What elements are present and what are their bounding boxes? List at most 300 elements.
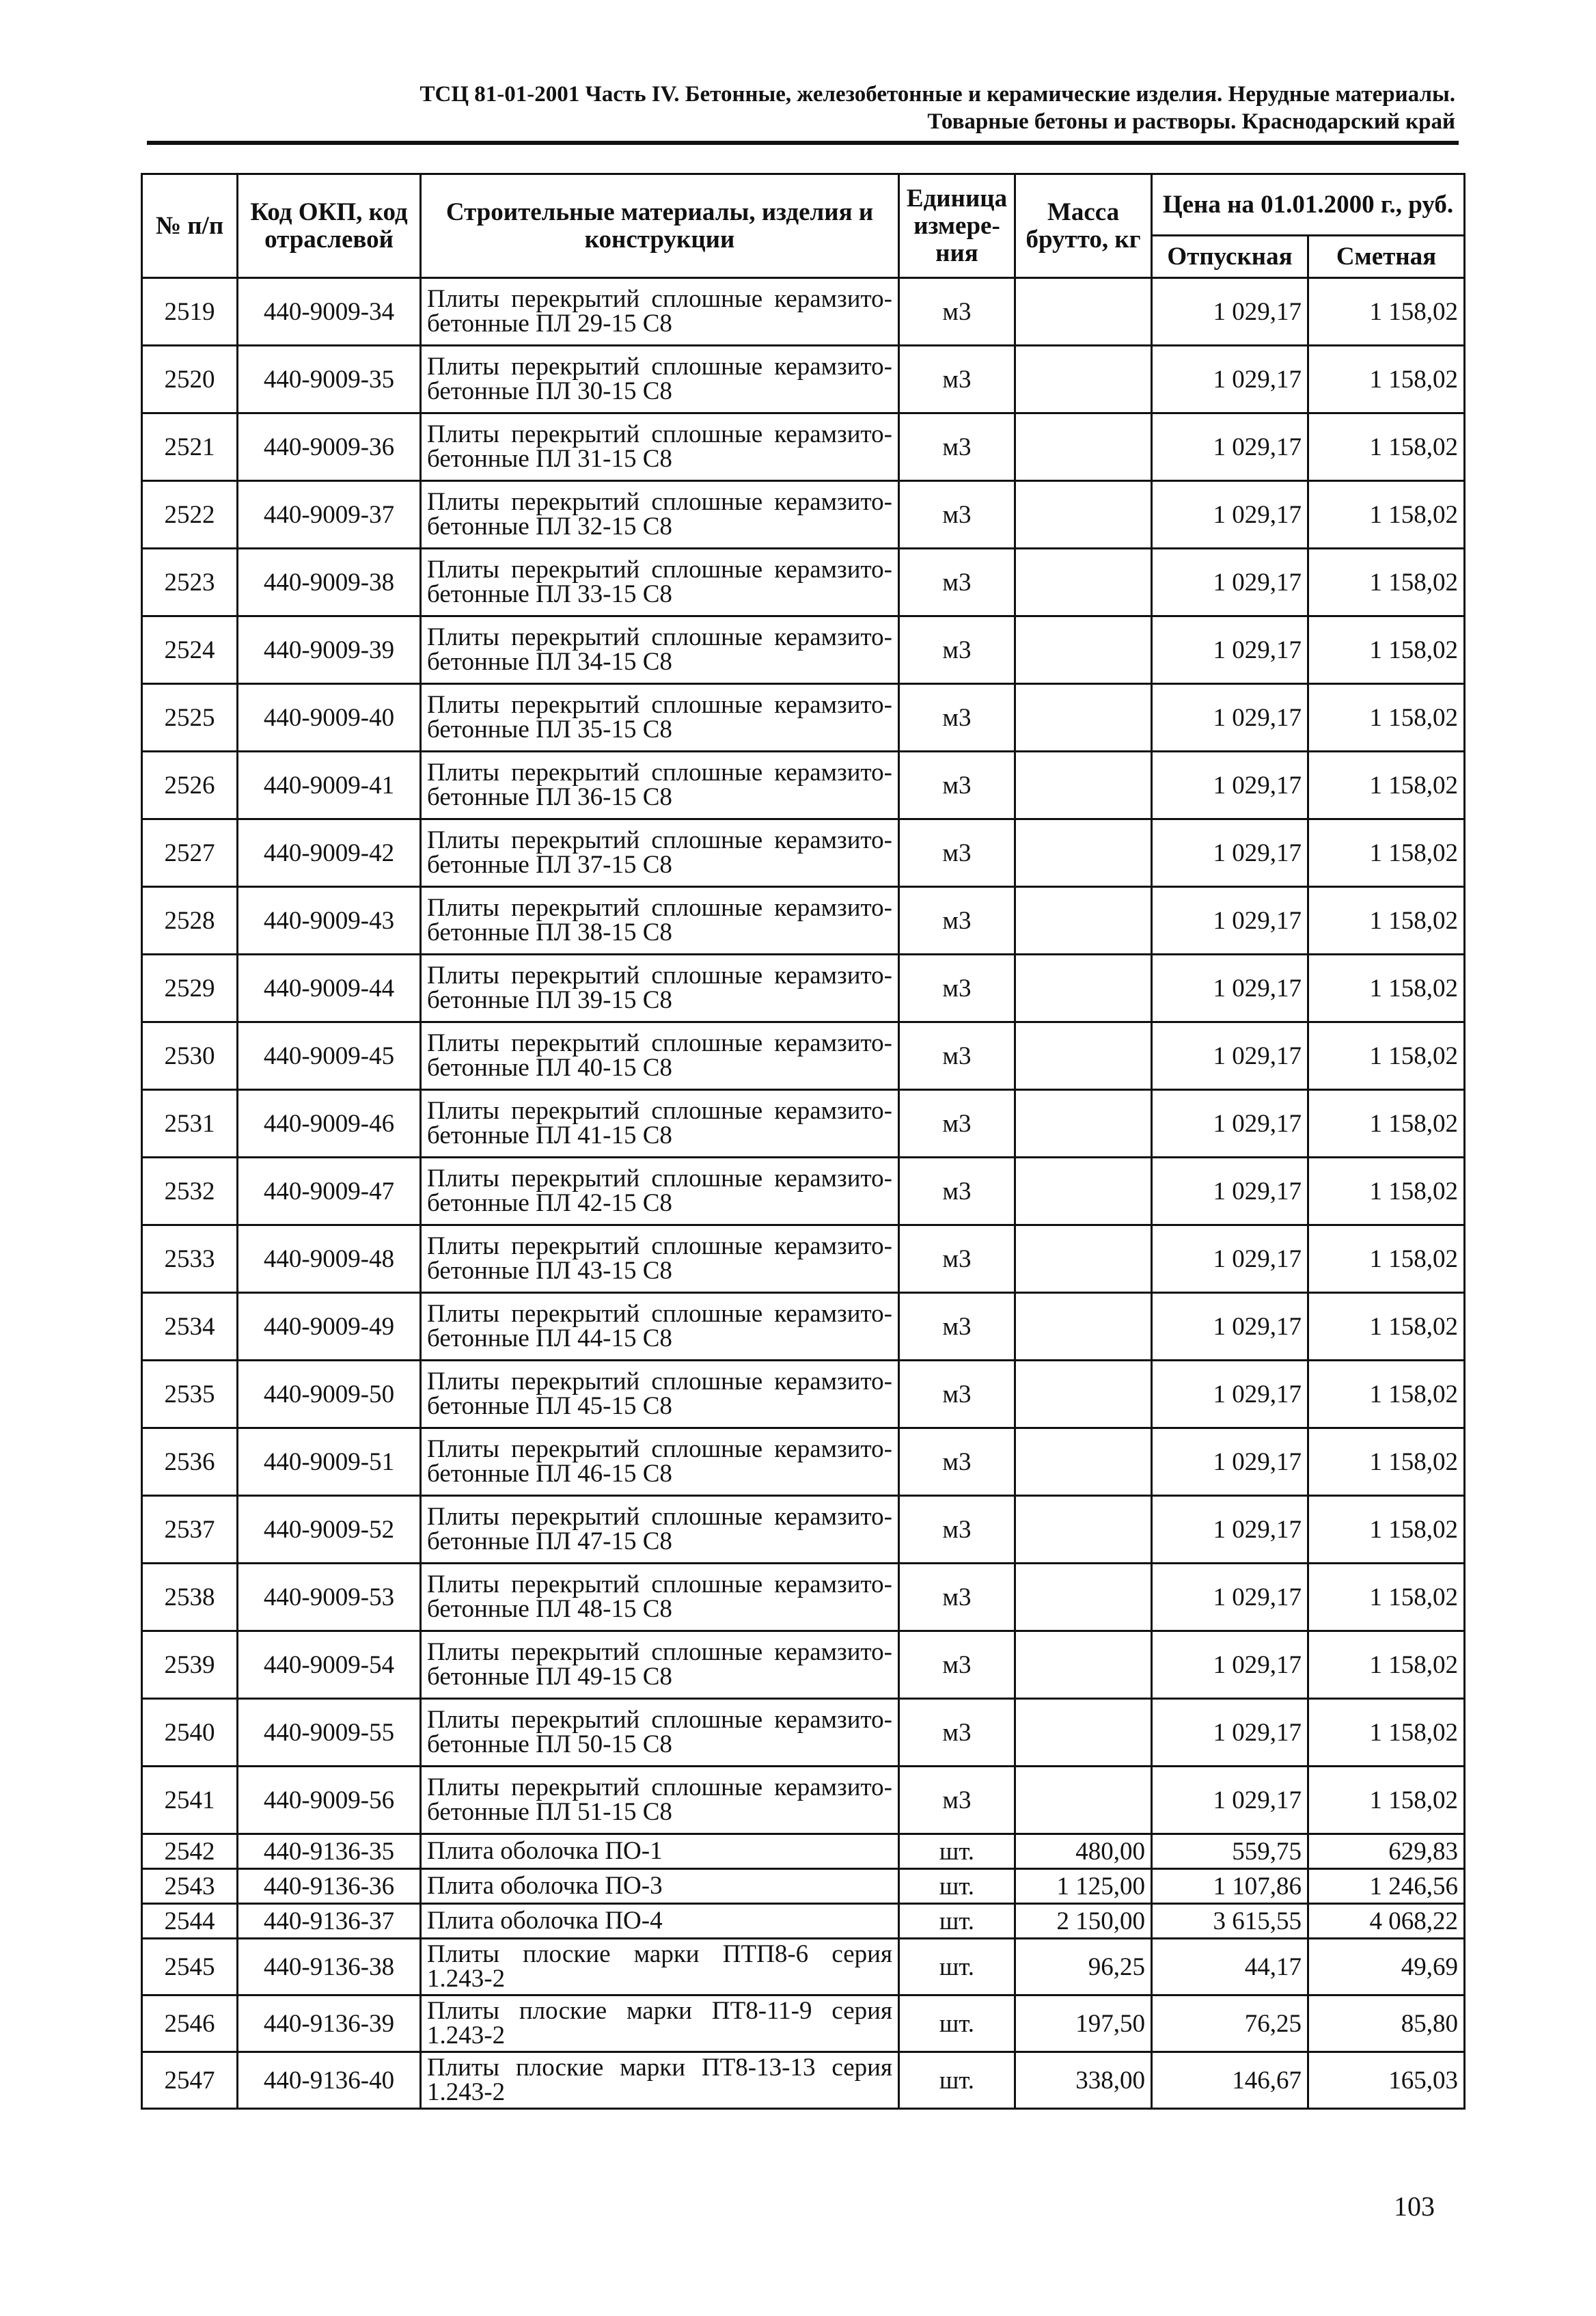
cell-code: 440-9009-44	[238, 955, 421, 1022]
cell-price-estimate: 1 158,02	[1308, 278, 1465, 346]
table-row	[142, 413, 1465, 481]
cell-name-line-2: бетонные ПЛ 34-15 С8	[427, 648, 672, 676]
cell-name	[421, 1699, 899, 1767]
cell-price-estimate: 1 246,56	[1308, 1869, 1465, 1904]
cell-name-line-2: бетонные ПЛ 45-15 С8	[427, 1392, 672, 1420]
cell-name-line-2: бетонные ПЛ 32-15 С8	[427, 513, 672, 541]
table-row	[142, 1158, 1465, 1225]
cell-num: 2527	[142, 819, 238, 887]
cell-unit: м3	[899, 278, 1015, 346]
cell-code: 440-9136-37	[238, 1904, 421, 1939]
cell-name-line-2: бетонные ПЛ 41-15 С8	[427, 1121, 672, 1149]
cell-price-release: 1 029,17	[1152, 684, 1308, 752]
cell-unit: м3	[899, 1496, 1015, 1564]
cell-num: 2531	[142, 1090, 238, 1158]
cell-mass: 1 125,00	[1015, 1869, 1152, 1904]
cell-price-release: 1 029,17	[1152, 1631, 1308, 1699]
cell-unit: м3	[899, 1293, 1015, 1361]
cell-unit: м3	[899, 346, 1015, 413]
cell-name-line-1: Плиты перекрытий сплошные керамзито-	[427, 353, 892, 381]
cell-price-release: 1 029,17	[1152, 413, 1308, 481]
table-row	[142, 1834, 1465, 1869]
cell-num: 2536	[142, 1428, 238, 1496]
cell-code: 440-9009-53	[238, 1564, 421, 1631]
table-row	[142, 819, 1465, 887]
cell-price-release: 1 029,17	[1152, 549, 1308, 616]
cell-name	[421, 1361, 899, 1428]
col-header-price-estimate: Сметная	[1308, 236, 1465, 278]
cell-name-line-1: Плита оболочка ПО-3	[427, 1872, 663, 1900]
cell-price-release: 1 029,17	[1152, 1158, 1308, 1225]
table-row	[142, 1904, 1465, 1939]
cell-price-release: 1 029,17	[1152, 1225, 1308, 1293]
cell-code: 440-9009-41	[238, 752, 421, 819]
cell-price-release: 3 615,55	[1152, 1904, 1308, 1939]
cell-price-release: 146,67	[1152, 2052, 1308, 2109]
table-row	[142, 684, 1465, 752]
cell-num: 2520	[142, 346, 238, 413]
cell-name-line-2: бетонные ПЛ 47-15 С8	[427, 1527, 672, 1555]
cell-name-line-1: Плиты перекрытий сплошные керамзито-	[427, 759, 892, 787]
cell-code: 440-9009-38	[238, 549, 421, 616]
cell-name-line-2: бетонные ПЛ 40-15 С8	[427, 1054, 672, 1082]
cell-mass	[1015, 752, 1152, 819]
cell-price-estimate: 1 158,02	[1308, 1225, 1465, 1293]
table-row	[142, 887, 1465, 955]
table-header	[142, 174, 1465, 278]
cell-name-line-1: Плиты перекрытий сплошные керамзито-	[427, 962, 892, 990]
cell-mass	[1015, 278, 1152, 346]
cell-unit: м3	[899, 616, 1015, 684]
table-row	[142, 1293, 1465, 1361]
cell-price-release: 44,17	[1152, 1939, 1308, 1995]
cell-mass	[1015, 1090, 1152, 1158]
cell-name-line-1: Плиты перекрытий сплошные керамзито-	[427, 894, 892, 922]
cell-name	[421, 278, 899, 346]
cell-mass: 480,00	[1015, 1834, 1152, 1869]
col-header-price-group: Цена на 01.01.2000 г., руб.	[1152, 174, 1465, 236]
cell-price-release: 1 029,17	[1152, 1361, 1308, 1428]
cell-price-estimate: 629,83	[1308, 1834, 1465, 1869]
table-row	[142, 1090, 1465, 1158]
cell-price-release: 1 029,17	[1152, 1090, 1308, 1158]
cell-name	[421, 1834, 899, 1869]
cell-unit: м3	[899, 1022, 1015, 1090]
cell-mass: 197,50	[1015, 1995, 1152, 2052]
table-row	[142, 481, 1465, 549]
cell-unit: м3	[899, 481, 1015, 549]
cell-num: 2545	[142, 1939, 238, 1995]
cell-num: 2524	[142, 616, 238, 684]
cell-price-release: 1 029,17	[1152, 955, 1308, 1022]
table-row	[142, 752, 1465, 819]
cell-code: 440-9009-37	[238, 481, 421, 549]
cell-code: 440-9009-47	[238, 1158, 421, 1225]
cell-name-line-1: Плиты перекрытий сплошные керамзито-	[427, 1435, 892, 1463]
cell-price-estimate: 1 158,02	[1308, 549, 1465, 616]
cell-name-line-1: Плиты перекрытий сплошные керамзито-	[427, 1638, 892, 1666]
cell-num: 2543	[142, 1869, 238, 1904]
table-body	[142, 278, 1465, 2109]
cell-name	[421, 1939, 899, 1995]
cell-price-release: 1 029,17	[1152, 1022, 1308, 1090]
cell-price-release: 1 029,17	[1152, 278, 1308, 346]
col-header-code: Код ОКП, код отраслевой	[238, 174, 421, 278]
cell-price-estimate: 1 158,02	[1308, 1767, 1465, 1834]
cell-unit: м3	[899, 684, 1015, 752]
cell-code: 440-9136-36	[238, 1869, 421, 1904]
cell-name	[421, 1869, 899, 1904]
table-row	[142, 1631, 1465, 1699]
cell-code: 440-9009-43	[238, 887, 421, 955]
cell-num: 2522	[142, 481, 238, 549]
cell-name	[421, 1225, 899, 1293]
cell-num: 2539	[142, 1631, 238, 1699]
cell-num: 2532	[142, 1158, 238, 1225]
cell-code: 440-9009-54	[238, 1631, 421, 1699]
cell-name	[421, 887, 899, 955]
cell-name-line-1: Плиты перекрытий сплошные керамзито-	[427, 1029, 892, 1057]
cell-unit: м3	[899, 1361, 1015, 1428]
cell-unit: м3	[899, 752, 1015, 819]
cell-code: 440-9009-39	[238, 616, 421, 684]
cell-unit: м3	[899, 413, 1015, 481]
cell-mass	[1015, 1428, 1152, 1496]
cell-name-line-2: 1.243-2	[427, 1965, 506, 1993]
header-line-2: Товарные бетоны и растворы. Краснодарский край	[927, 109, 1455, 134]
cell-price-estimate: 1 158,02	[1308, 684, 1465, 752]
cell-num: 2535	[142, 1361, 238, 1428]
cell-name-line-1: Плита оболочка ПО-4	[427, 1907, 663, 1935]
cell-num: 2537	[142, 1496, 238, 1564]
table-row	[142, 1564, 1465, 1631]
cell-num: 2546	[142, 1995, 238, 2052]
page-number: 103	[1394, 2191, 1435, 2222]
cell-price-estimate: 1 158,02	[1308, 819, 1465, 887]
cell-mass	[1015, 1361, 1152, 1428]
cell-mass: 338,00	[1015, 2052, 1152, 2109]
table-row	[142, 2052, 1465, 2109]
table-row	[142, 549, 1465, 616]
cell-price-estimate: 1 158,02	[1308, 1496, 1465, 1564]
cell-name	[421, 1158, 899, 1225]
col-header-name: Строительные материалы, изделия и конструкции	[421, 174, 899, 278]
cell-name	[421, 752, 899, 819]
table-row	[142, 1869, 1465, 1904]
cell-price-estimate: 1 158,02	[1308, 1564, 1465, 1631]
cell-price-release: 1 029,17	[1152, 346, 1308, 413]
cell-name-line-1: Плиты перекрытий сплошные керамзито-	[427, 1570, 892, 1598]
cell-unit: м3	[899, 1631, 1015, 1699]
cell-code: 440-9009-40	[238, 684, 421, 752]
cell-num: 2540	[142, 1699, 238, 1767]
cell-price-estimate: 1 158,02	[1308, 481, 1465, 549]
cell-name	[421, 549, 899, 616]
cell-name-line-2: бетонные ПЛ 37-15 С8	[427, 851, 672, 879]
cell-price-estimate: 1 158,02	[1308, 1631, 1465, 1699]
cell-price-release: 76,25	[1152, 1995, 1308, 2052]
cell-unit: м3	[899, 1767, 1015, 1834]
cell-name	[421, 1995, 899, 2052]
cell-name-line-2: бетонные ПЛ 33-15 С8	[427, 580, 672, 608]
cell-name-line-2: бетонные ПЛ 51-15 С8	[427, 1798, 672, 1826]
cell-name	[421, 1090, 899, 1158]
cell-num: 2530	[142, 1022, 238, 1090]
cell-price-release: 559,75	[1152, 1834, 1308, 1869]
cell-name-line-1: Плиты перекрытий сплошные керамзито-	[427, 488, 892, 516]
cell-mass	[1015, 1564, 1152, 1631]
cell-name	[421, 346, 899, 413]
table-row	[142, 1428, 1465, 1496]
cell-num: 2534	[142, 1293, 238, 1361]
cell-name	[421, 481, 899, 549]
cell-name	[421, 819, 899, 887]
cell-name	[421, 1631, 899, 1699]
cell-name-line-1: Плиты перекрытий сплошные керамзито-	[427, 691, 892, 719]
cell-price-release: 1 029,17	[1152, 819, 1308, 887]
cell-price-estimate: 1 158,02	[1308, 616, 1465, 684]
table-row	[142, 1022, 1465, 1090]
cell-code: 440-9009-49	[238, 1293, 421, 1361]
cell-name	[421, 1293, 899, 1361]
cell-name-line-1: Плиты перекрытий сплошные керамзито-	[427, 826, 892, 854]
cell-code: 440-9009-46	[238, 1090, 421, 1158]
cell-price-estimate: 1 158,02	[1308, 887, 1465, 955]
cell-price-release: 1 029,17	[1152, 1428, 1308, 1496]
cell-price-estimate: 1 158,02	[1308, 346, 1465, 413]
cell-unit: м3	[899, 1564, 1015, 1631]
table-row	[142, 1995, 1465, 2052]
price-table	[141, 173, 1466, 2110]
cell-num: 2525	[142, 684, 238, 752]
cell-price-estimate: 1 158,02	[1308, 1293, 1465, 1361]
cell-num: 2547	[142, 2052, 238, 2109]
cell-name-line-2: бетонные ПЛ 29-15 С8	[427, 310, 672, 338]
cell-unit: шт.	[899, 1904, 1015, 1939]
cell-code: 440-9009-36	[238, 413, 421, 481]
page-header	[383, 81, 1455, 135]
cell-code: 440-9009-52	[238, 1496, 421, 1564]
cell-mass	[1015, 1293, 1152, 1361]
cell-mass	[1015, 481, 1152, 549]
cell-unit: шт.	[899, 1939, 1015, 1995]
cell-unit: м3	[899, 1428, 1015, 1496]
table-row	[142, 1496, 1465, 1564]
cell-name-line-2: бетонные ПЛ 44-15 С8	[427, 1324, 672, 1352]
cell-name-line-1: Плиты перекрытий сплошные керамзито-	[427, 420, 892, 448]
cell-mass	[1015, 413, 1152, 481]
cell-name	[421, 1904, 899, 1939]
table-row	[142, 278, 1465, 346]
header-line-1: ТСЦ 81-01-2001 Часть IV. Бетонные, железобетонные и керамические изделия. Нерудные материалы.	[419, 82, 1455, 107]
cell-name-line-2: бетонные ПЛ 30-15 С8	[427, 377, 672, 405]
cell-name-line-1: Плиты перекрытий сплошные керамзито-	[427, 1097, 892, 1125]
cell-name-line-2: бетонные ПЛ 46-15 С8	[427, 1460, 672, 1488]
cell-price-release: 1 029,17	[1152, 1767, 1308, 1834]
cell-mass	[1015, 1767, 1152, 1834]
cell-mass	[1015, 1699, 1152, 1767]
cell-code: 440-9009-48	[238, 1225, 421, 1293]
cell-price-release: 1 029,17	[1152, 1293, 1308, 1361]
cell-num: 2526	[142, 752, 238, 819]
cell-price-release: 1 107,86	[1152, 1869, 1308, 1904]
cell-name	[421, 1496, 899, 1564]
cell-name-line-1: Плиты перекрытий сплошные керамзито-	[427, 1706, 892, 1734]
cell-name-line-2: бетонные ПЛ 43-15 С8	[427, 1257, 672, 1285]
cell-mass	[1015, 1225, 1152, 1293]
cell-price-release: 1 029,17	[1152, 616, 1308, 684]
cell-mass	[1015, 955, 1152, 1022]
cell-name-line-2: бетонные ПЛ 42-15 С8	[427, 1189, 672, 1217]
cell-price-estimate: 1 158,02	[1308, 1428, 1465, 1496]
col-header-price-release: Отпускная	[1152, 236, 1308, 278]
cell-price-estimate: 1 158,02	[1308, 1158, 1465, 1225]
cell-name	[421, 1428, 899, 1496]
cell-num: 2541	[142, 1767, 238, 1834]
table-row	[142, 1361, 1465, 1428]
cell-unit: м3	[899, 1699, 1015, 1767]
cell-name-line-2: бетонные ПЛ 39-15 С8	[427, 986, 672, 1014]
cell-unit: м3	[899, 1090, 1015, 1158]
cell-code: 440-9136-35	[238, 1834, 421, 1869]
cell-mass	[1015, 346, 1152, 413]
cell-code: 440-9009-42	[238, 819, 421, 887]
table-row	[142, 1939, 1465, 1995]
cell-mass	[1015, 549, 1152, 616]
cell-num: 2523	[142, 549, 238, 616]
cell-price-estimate: 1 158,02	[1308, 752, 1465, 819]
cell-code: 440-9009-35	[238, 346, 421, 413]
cell-name-line-2: бетонные ПЛ 36-15 С8	[427, 783, 672, 811]
cell-num: 2529	[142, 955, 238, 1022]
header-rule	[147, 141, 1459, 145]
cell-name	[421, 955, 899, 1022]
cell-price-estimate: 1 158,02	[1308, 955, 1465, 1022]
cell-num: 2544	[142, 1904, 238, 1939]
cell-mass	[1015, 1158, 1152, 1225]
cell-name-line-1: Плиты перекрытий сплошные керамзито-	[427, 1300, 892, 1328]
cell-name	[421, 684, 899, 752]
cell-unit: м3	[899, 955, 1015, 1022]
cell-mass	[1015, 1022, 1152, 1090]
cell-name-line-2: бетонные ПЛ 35-15 С8	[427, 716, 672, 744]
cell-name-line-2: бетонные ПЛ 31-15 С8	[427, 445, 672, 473]
cell-name-line-2: 1.243-2	[427, 2021, 506, 2049]
cell-price-estimate: 1 158,02	[1308, 1361, 1465, 1428]
cell-price-estimate: 49,69	[1308, 1939, 1465, 1995]
cell-name	[421, 1564, 899, 1631]
cell-price-estimate: 1 158,02	[1308, 413, 1465, 481]
cell-name-line-2: бетонные ПЛ 38-15 С8	[427, 918, 672, 946]
cell-unit: шт.	[899, 2052, 1015, 2109]
cell-price-estimate: 4 068,22	[1308, 1904, 1465, 1939]
cell-mass	[1015, 684, 1152, 752]
cell-price-estimate: 1 158,02	[1308, 1022, 1465, 1090]
cell-code: 440-9136-40	[238, 2052, 421, 2109]
cell-name-line-1: Плиты плоские марки ПТП8-6 серия	[427, 1940, 892, 1968]
cell-mass	[1015, 1631, 1152, 1699]
cell-price-estimate: 85,80	[1308, 1995, 1465, 2052]
cell-price-release: 1 029,17	[1152, 887, 1308, 955]
cell-price-release: 1 029,17	[1152, 1699, 1308, 1767]
cell-name-line-1: Плита оболочка ПО-1	[427, 1837, 663, 1865]
cell-price-estimate: 165,03	[1308, 2052, 1465, 2109]
cell-mass: 2 150,00	[1015, 1904, 1152, 1939]
table-row	[142, 1225, 1465, 1293]
cell-unit: м3	[899, 887, 1015, 955]
cell-mass	[1015, 887, 1152, 955]
cell-code: 440-9136-39	[238, 1995, 421, 2052]
cell-num: 2519	[142, 278, 238, 346]
cell-unit: м3	[899, 1158, 1015, 1225]
cell-name	[421, 1022, 899, 1090]
cell-num: 2542	[142, 1834, 238, 1869]
cell-name-line-2: бетонные ПЛ 50-15 С8	[427, 1730, 672, 1758]
cell-name	[421, 616, 899, 684]
col-header-num: № п/п	[142, 174, 238, 278]
cell-name-line-1: Плиты перекрытий сплошные керамзито-	[427, 556, 892, 584]
cell-name-line-1: Плиты перекрытий сплошные керамзито-	[427, 1367, 892, 1395]
cell-price-release: 1 029,17	[1152, 1496, 1308, 1564]
cell-name-line-1: Плиты плоские марки ПТ8-13-13 серия	[427, 2054, 892, 2082]
cell-name-line-1: Плиты перекрытий сплошные керамзито-	[427, 1164, 892, 1193]
cell-name	[421, 1767, 899, 1834]
cell-name-line-1: Плиты перекрытий сплошные керамзито-	[427, 1232, 892, 1260]
cell-mass: 96,25	[1015, 1939, 1152, 1995]
cell-name-line-2: 1.243-2	[427, 2078, 506, 2106]
table-row	[142, 616, 1465, 684]
cell-name	[421, 2052, 899, 2109]
cell-code: 440-9009-51	[238, 1428, 421, 1496]
cell-code: 440-9009-55	[238, 1699, 421, 1767]
cell-unit: шт.	[899, 1995, 1015, 2052]
cell-price-release: 1 029,17	[1152, 752, 1308, 819]
cell-mass	[1015, 819, 1152, 887]
cell-price-estimate: 1 158,02	[1308, 1090, 1465, 1158]
cell-code: 440-9009-45	[238, 1022, 421, 1090]
cell-unit: шт.	[899, 1869, 1015, 1904]
cell-num: 2528	[142, 887, 238, 955]
cell-name-line-1: Плиты перекрытий сплошные керамзито-	[427, 1773, 892, 1801]
cell-name-line-2: бетонные ПЛ 49-15 С8	[427, 1663, 672, 1691]
cell-name-line-1: Плиты перекрытий сплошные керамзито-	[427, 285, 892, 313]
cell-name-line-1: Плиты перекрытий сплошные керамзито-	[427, 1503, 892, 1531]
cell-name	[421, 413, 899, 481]
cell-num: 2521	[142, 413, 238, 481]
cell-price-estimate: 1 158,02	[1308, 1699, 1465, 1767]
table-row	[142, 1699, 1465, 1767]
cell-code: 440-9136-38	[238, 1939, 421, 1995]
cell-code: 440-9009-56	[238, 1767, 421, 1834]
cell-price-release: 1 029,17	[1152, 1564, 1308, 1631]
cell-name-line-2: бетонные ПЛ 48-15 С8	[427, 1595, 672, 1623]
table-row	[142, 1767, 1465, 1834]
cell-price-release: 1 029,17	[1152, 481, 1308, 549]
cell-name-line-1: Плиты перекрытий сплошные керамзито-	[427, 623, 892, 651]
cell-name-line-1: Плиты плоские марки ПТ8-11-9 серия	[427, 1997, 892, 2025]
cell-unit: шт.	[899, 1834, 1015, 1869]
cell-unit: м3	[899, 549, 1015, 616]
cell-mass	[1015, 616, 1152, 684]
cell-num: 2533	[142, 1225, 238, 1293]
table-row	[142, 346, 1465, 413]
cell-mass	[1015, 1496, 1152, 1564]
table-row	[142, 955, 1465, 1022]
cell-unit: м3	[899, 1225, 1015, 1293]
cell-code: 440-9009-50	[238, 1361, 421, 1428]
col-header-unit: Единица измере-ния	[899, 174, 1015, 278]
col-header-mass: Масса брутто, кг	[1015, 174, 1152, 278]
